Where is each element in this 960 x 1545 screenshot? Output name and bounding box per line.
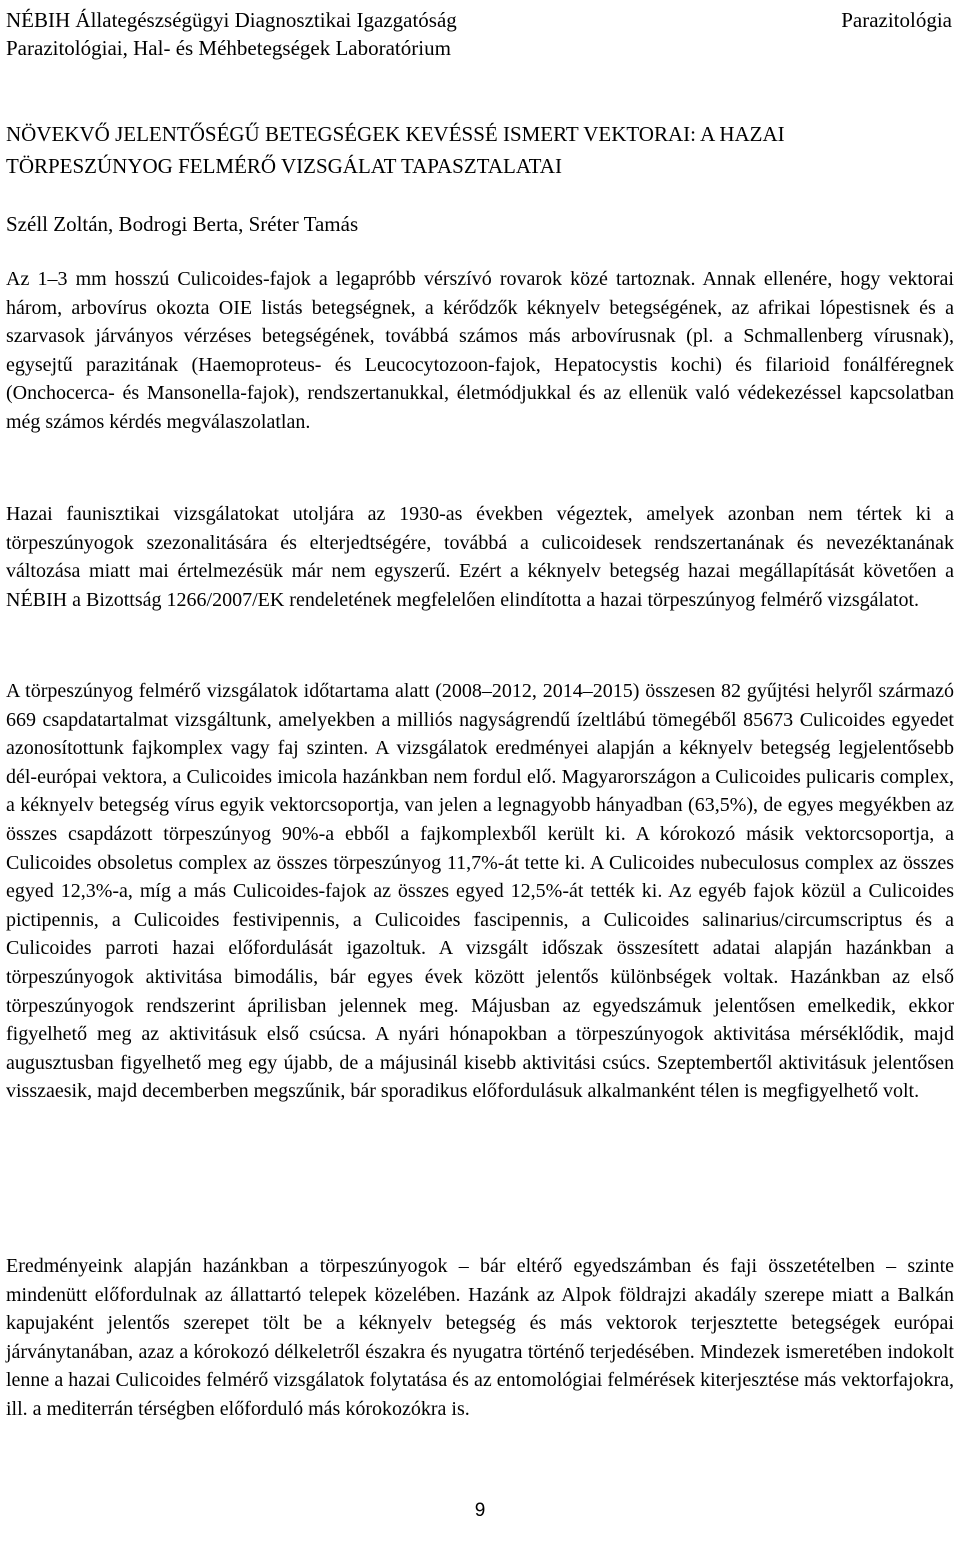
paragraph-introduction: Az 1–3 mm hosszú Culicoides-fajok a legapróbb vérszívó rovarok közé tartoznak. Annak ellenére, hogy vektorai három, arbovírus okozta OIE listás betegségnek, a kérődzők kéknyelv betegségének, az afrikai lópestisnek és a szarvasok járványos vérzéses betegségének, továbbá számos más arbovírusnak (pl. a Schmallenberg vírusnak), egysejtű parazitának (Haemoproteus- és Leucocytozoon-fajok, Hepatocystis kochi) és filarioid fonálféregnek (Onchocerca- és Mansonella-fajok), rendszertanukkal, életmódjukkal és az ellenük való védekezéssel kapcsolatban még számos kérdés megválaszolatlan.: [6, 268, 954, 433]
page-header: [6, 6, 952, 62]
header-org-line-2: Parazitológiai, Hal- és Méhbetegségek Laboratórium: [6, 36, 451, 60]
paragraph-results: A törpeszúnyog felmérő vizsgálatok időtartama alatt (2008–2012, 2014–2015) összesen 82 gyűjtési helyről származó 669 csapdatartalmat vizsgáltunk, amelyekben a milliós nagyságrendű ízeltlábú tömegéből 85673 Culicoides egyedet azonosítottunk fajkomplex vagy faj szinten. A vizsgálatok eredményei alapján a kéknyelv betegség legjelentősebb dél-európai vektora, a Culicoides imicola hazánkban nem fordul elő. Magyarországon a Culicoides pulicaris complex, a kéknyelv betegség vírus egyik vektorcsoportja, van jelen a legnagyobb hányadban (63,5%), de egyes megyékben az összes csapdázott törpeszúnyog 90%-a ebből a fajkomplexből került ki. A kórokozó másik vektorcsoportja, a Culicoides obsoletus complex az összes törpeszúnyog 11,7%-át tette ki. A Culicoides nubeculosus complex az összes egyed 12,3%-a, míg a más Culicoides-fajok az összes egyed 12,5%-át tették ki. Az egyéb fajok közül a Culicoides pictipennis, a Culicoides festivipennis, a Culicoides fascipennis, a Culicoides salinarius/circumscriptus és a Culicoides parroti hazai előfordulását igazoltuk. A vizsgált időszak összesített adatai alapján hazánkban a törpeszúnyogok aktivitása bimodális, bár egyes évek között jelentős különbségek voltak. Hazánkban az első törpeszúnyogok rendszerint áprilisban jelennek meg. Májusban az egyedszámuk jelentősen emelkedik, ekkor figyelhető meg az aktivitásuk első csúcsa. A nyári hónapokban a törpeszúnyogok aktivitása mérséklődik, majd augusztusban figyelhető meg egy újabb, de a májusinál kisebb aktivitási csúcs. Szeptembertől aktivitásuk jelentősen visszaesik, majd decemberben megszűnik, bár sporadikus előfordulásuk alkalmanként télen is megfigyelhető volt.: [6, 680, 954, 1103]
header-organization: [6, 6, 457, 62]
paragraph-conclusion: Eredményeink alapján hazánkban a törpeszúnyogok – bár eltérő egyedszámban és faji összetételben – szinte mindenütt előfordulnak az állattartó telepek közelében. Hazánk az Alpok földrajzi akadály szerepe miatt a Balkán kapujaként jelentős szerepet tölt be a kéknyelv betegség és más vektorok terjesztette betegségek európai járványtanában, azaz a kórokozó délkeletről északra és nyugatra történő terjedésében. Mindezek ismeretében indokolt lenne a hazai Culicoides felmérő vizsgálatok folytatása és az entomológiai felmérések kiterjesztése más vektorfajokra, ill. a mediterrán térségben előforduló más kórokozókra is.: [6, 1255, 954, 1420]
paragraph-background: Hazai faunisztikai vizsgálatokat utoljára az 1930-as években végeztek, amelyek azonban nem tértek ki a törpeszúnyogok szezonalitására és elterjedtségére, továbbá a culicoidesek rendszertanának és nevezéktanának változása miatt mai értelmezésük már nem egyszerű. Ezért a kéknyelv betegség hazai megállapítását követően a NÉBIH a Bizottság 1266/2007/EK rendeletének megfelelően elindította a hazai törpeszúnyog felmérő vizsgálatot.: [6, 503, 954, 611]
header-org-line-1: NÉBIH Állategészségügyi Diagnosztikai Igazgatóság: [6, 8, 457, 32]
header-section-label: Parazitológia: [841, 8, 952, 32]
page-number: 9: [474, 1500, 486, 1521]
article-authors: Széll Zoltán, Bodrogi Berta, Sréter Tamás: [6, 212, 359, 236]
article-title: NÖVEKVŐ JELENTŐSÉGŰ BETEGSÉGEK KEVÉSSÉ ISMERT VEKTORAI: A HAZAI TÖRPESZÚNYOG FELMÉRŐ VIZSGÁLAT TAPASZTALATAI: [6, 122, 785, 178]
